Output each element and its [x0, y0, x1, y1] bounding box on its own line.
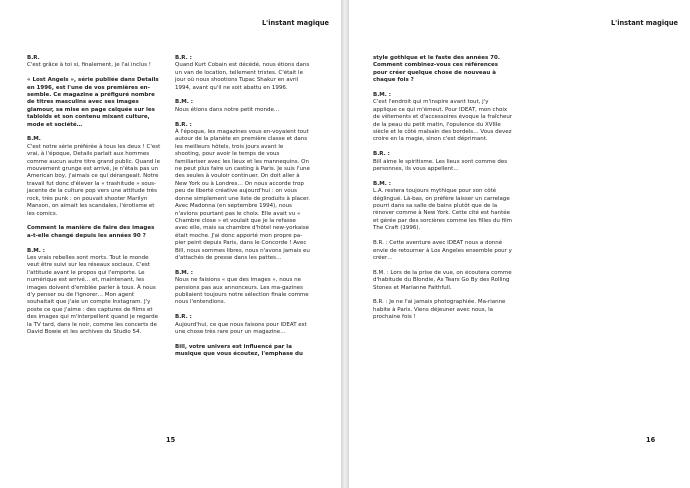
answer-paragraph: B.R. : Cette aventure avec IDEAT nous a donné envie de retourner à Los Angeles ensemble pour y créer… — [373, 240, 512, 261]
answer-paragraph: C'est notre série préférée à tous les deux ! C'est vrai, à l'époque, Details parlait aux hommes comme aucun autre titre grand public. Quand le mouvement grunge est arrivé, je n'étais pas un American boy, j'aimais ce qui dérangeait. Notre travail fut donc d'élever la « trashitude » sous-jacente de la culture pop vers une attitude très rock, très punk : on pouvait shooter Marilyn Manson, on aimait les scandales, l'érotisme et les comics. — [27, 143, 161, 217]
answer-paragraph: C'est l'endroit qui m'inspire avant tout, j'y applique ce qui m'émeut. Pour IDEAT, mon choix de vêtements et d'accessoires évoque la fraîcheur de la peau du petit matin, l'opulence du XVIIIe siècle et le côté malsain des bordels… Vous devez croire en la magie, sinon c'est déprimant. — [373, 99, 513, 143]
speaker-label: B.M. : — [27, 247, 45, 254]
page-number: 16 — [646, 436, 656, 444]
speaker-label: B.M. : — [373, 180, 391, 187]
speaker-label: B.R. : — [175, 121, 192, 128]
answer-paragraph: B.M. : Lors de la prise de vue, on écoutera comme d'habitude du Blondie, As Tears Go By des Rolling Stones et Marianne Faithfull. — [373, 269, 512, 291]
question-paragraph: style gothique et le faste des années 70. Comment combinez-vous ces références pour créer quelque chose de nouveau à chaque fois ? — [373, 55, 500, 84]
answer-paragraph: L.A. restera toujours mythique pour son côté déglingué. Là-bas, on préfère laisser un carrelage pourri dans sa salle de bains plutôt que de la rénover comme à New York. Cette cité est hantée et gérée par des sorcières comme les filles du film The Craft (1996). — [373, 188, 512, 232]
question-paragraph: « Lost Angels », série publiée dans Details en 1996, est l'une de vos premières en-semble. Ce magazine a préfiguré nombre de titres masculins avec ses images glamour, sa mise en page calquée sur les tabloïds et son contenu mixant culture, mode et société… — [27, 77, 159, 128]
speaker-label: B.M. — [27, 136, 41, 143]
text-column-1 — [27, 55, 162, 344]
speaker-label: B.R. : — [175, 55, 192, 61]
speaker-label: B.R. : — [175, 314, 192, 321]
question-paragraph: Comment la manière de faire des images a-t-elle changé depuis les années 90 ? — [27, 225, 155, 239]
page-number: 15 — [166, 436, 176, 444]
speaker-label: B.M. : — [373, 92, 391, 99]
answer-paragraph: C'est grâce à toi si, finalement, je l'ai inclus ! — [27, 62, 151, 69]
running-head: L'instant magique — [261, 19, 329, 27]
answer-paragraph: Quand Kurt Cobain est décédé, nous étions dans un van de location, tellement tristes. C'était le jour où nous shootions Tupac Shakur en avril 1994, avant qu'il ne soit abattu en 1996. — [175, 62, 310, 91]
answer-paragraph: Bill aime le spiritisme. Les lieux sont comme des personnes, ils vous appellent… — [373, 158, 508, 173]
speaker-label: B.M. : — [175, 99, 193, 106]
question-paragraph: Bill, votre univers est influencé par la musique que vous écoutez, l'emphase du — [175, 343, 303, 358]
answer-paragraph: Les vrais rebelles sont morts. Tout le monde veut être suivi sur les réseaux sociaux. C'est l'attitude avant le propos qui l'emporte. Le numérique est arrivé… et, maintenant, les images doivent d'emblée parler à tous. À nous d'y penser ou de l'ignorer… Mon agent souhaitait que j'aie un compte Instagram. J'y poste ce que j'aime : des captures de films et des images qui m'interpellent quand je regarde la TV tard, dans le noir, comme les concerts de David Bowie et les archives du Studio 54. — [27, 254, 159, 335]
answer-paragraph: Nous étions dans notre petit monde… — [175, 106, 280, 113]
answer-paragraph: Nous ne faisions « que des images », nous ne pensions pas aux annonceurs. Les ma-gazines publiaient toujours notre sélection finale comme nous l'entendions. — [175, 277, 309, 306]
left-page — [0, 0, 341, 488]
running-head: L'instant magique — [610, 19, 678, 27]
speaker-label: B.R. — [27, 55, 40, 61]
answer-paragraph: B.R. : Je ne l'ai jamais photographiée. Ma-rianne habite à Paris. Viens déjeuner avec nous, la prochaine fois ! — [373, 299, 506, 321]
book-gutter — [341, 0, 349, 488]
answer-paragraph: Aujourd'hui, ce que nous faisons pour IDEAT est une chose très rare pour un magazine… — [175, 321, 307, 335]
speaker-label: B.M. : — [175, 269, 193, 276]
text-column-2 — [175, 55, 310, 366]
right-page — [349, 0, 690, 488]
text-column-1 — [373, 55, 513, 329]
speaker-label: B.R. : — [373, 151, 390, 158]
answer-paragraph: À l'époque, les magazines vous en-voyaient tout autour de la planète en première classe et dans les meilleurs hôtels, trois jours avant le shooting, pour avoir le temps de vous familiariser avec les lieux et les mannequins. On ne peut plus faire un casting à Paris. Je suis l'une des seules à vouloir continuer. On doit aller à New York ou à Londres… On nous accorde trop peu de liberté créative aujourd'hui : on vous donne simplement une liste de produits à placer. Avec Madonna (en septembre 1994), nous n'avions pourtant pas le choix. Elle avait vu « Chambre close » et voulait que je la refasse avec elle, mais sa chambre d'hôtel new-yorkaise était moche. J'ai donc apporté mon propre pa-pier peint depuis Paris, dans le Concorde ! Avec Bill, nous sommes libres, nous n'avons jamais eu d'attachés de presse dans les pattes… — [175, 129, 310, 261]
